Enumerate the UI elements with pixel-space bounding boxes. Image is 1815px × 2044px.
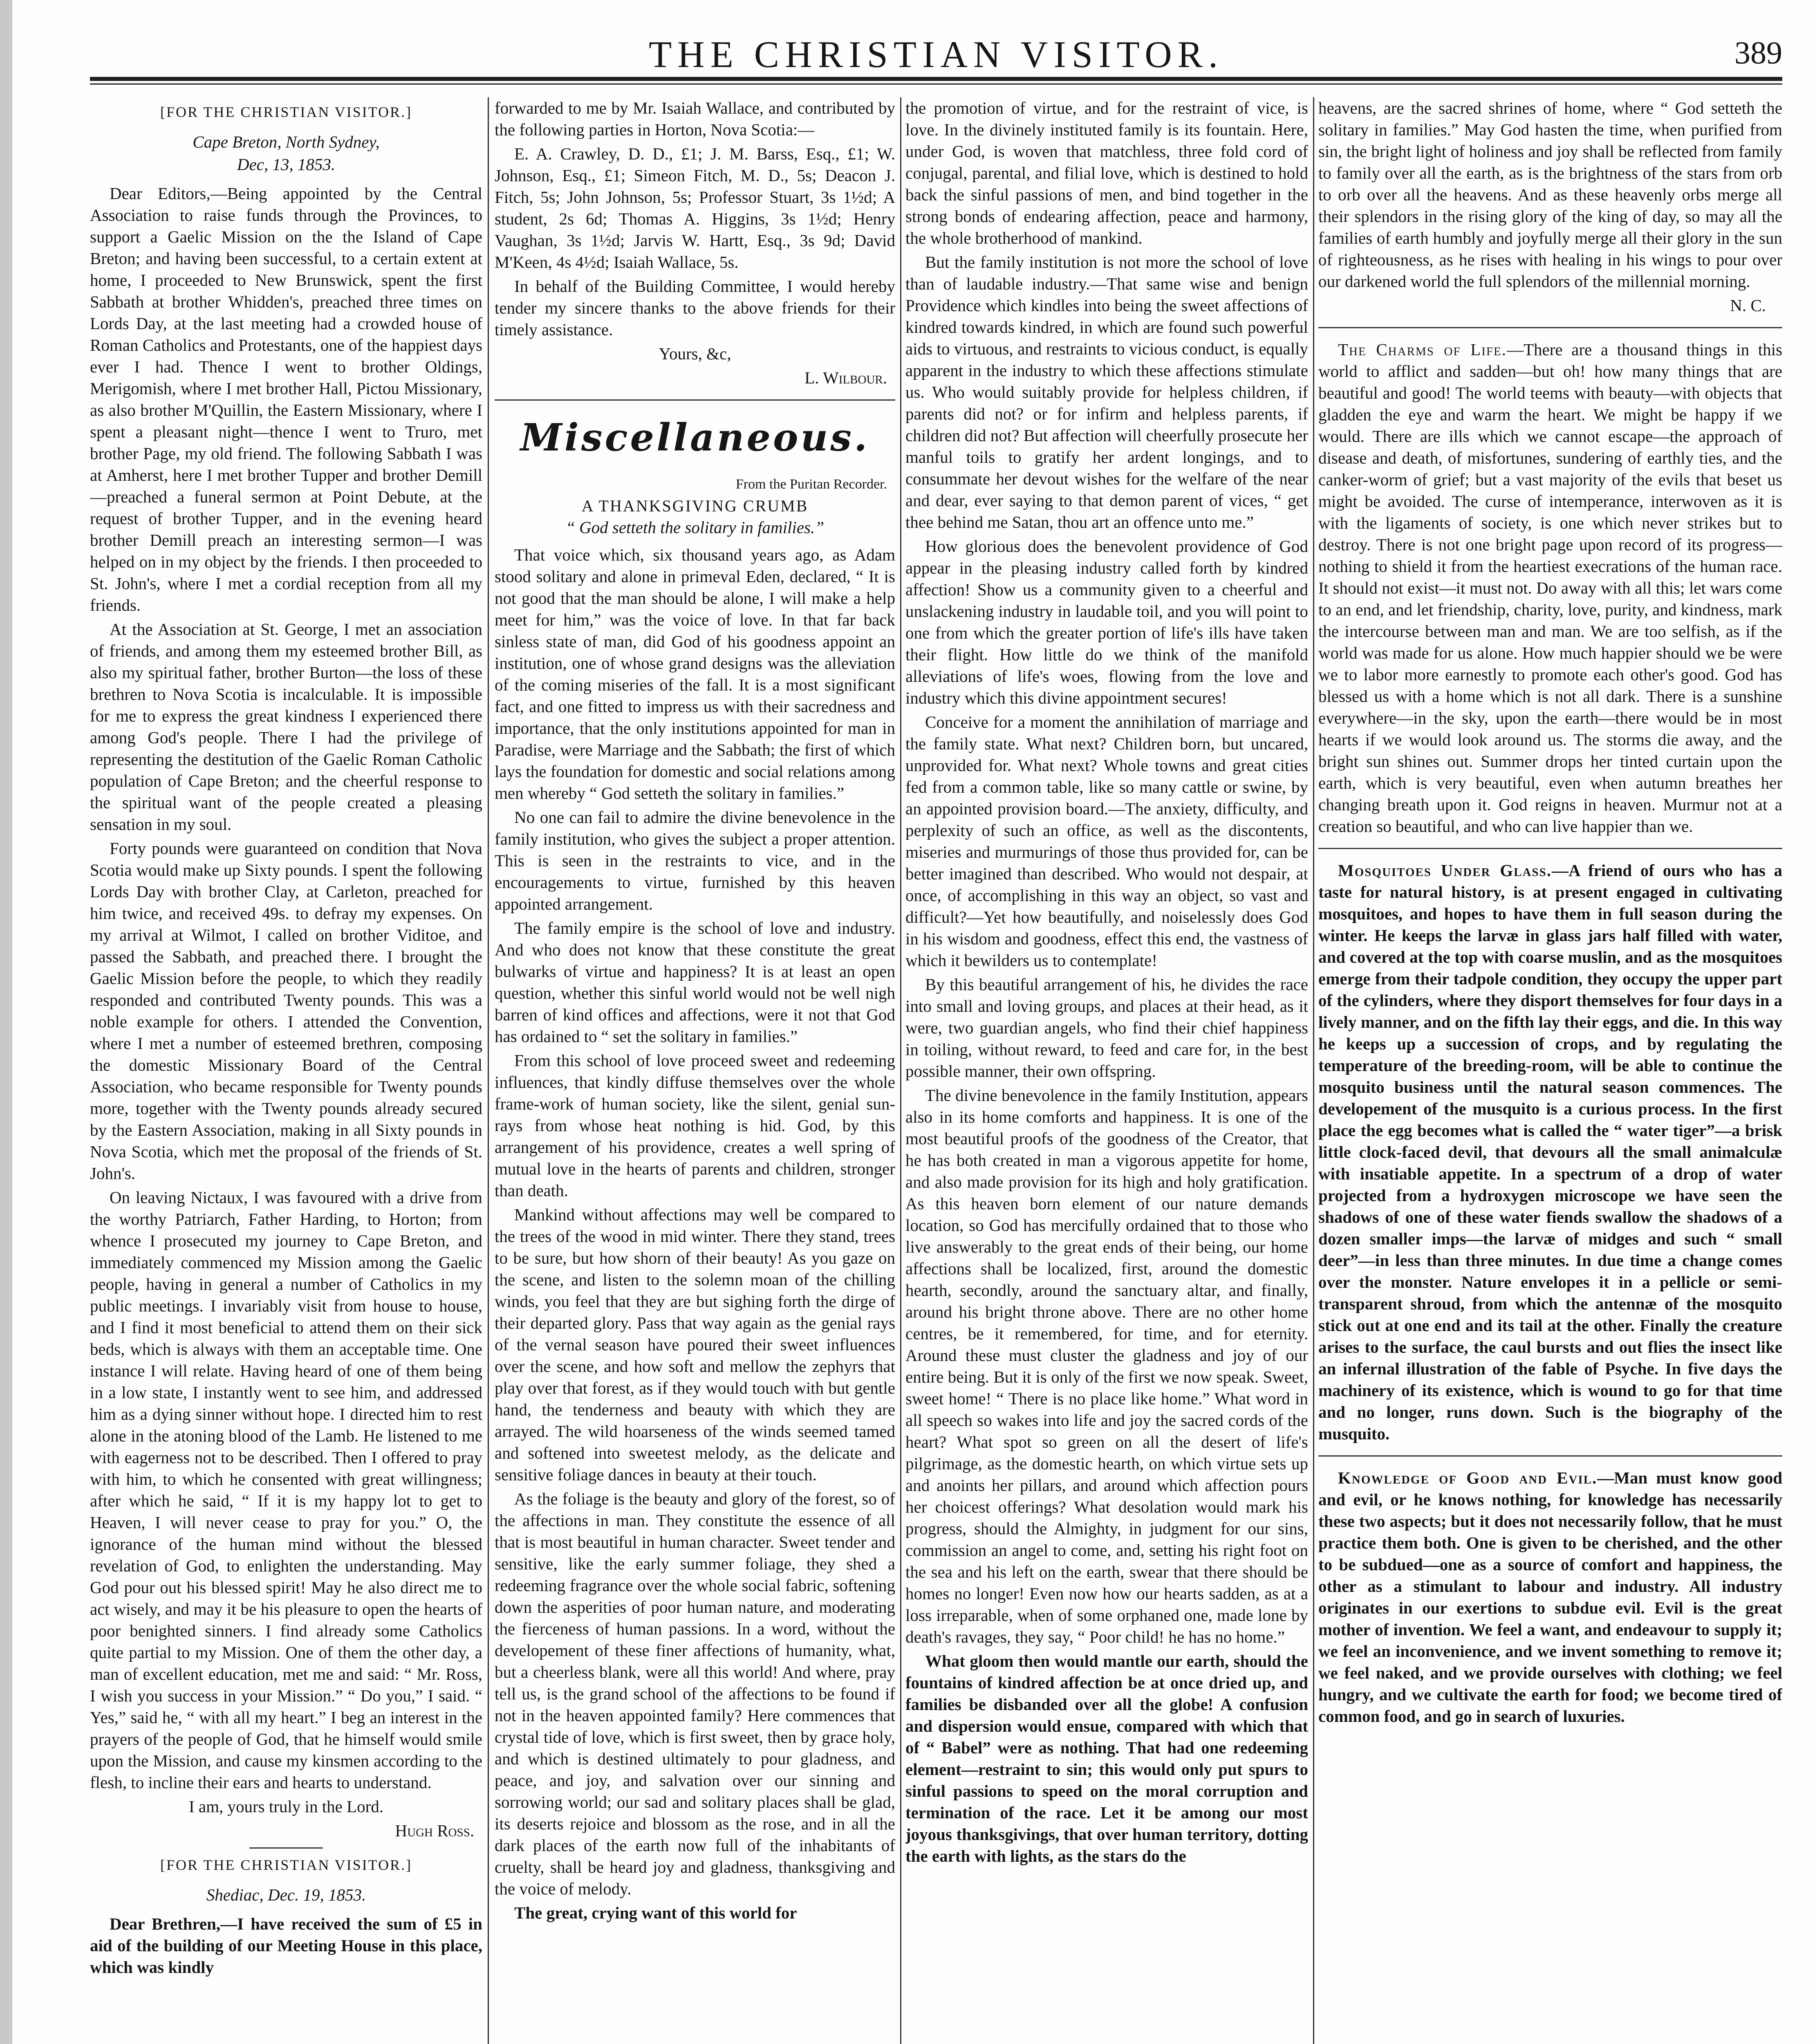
paragraph: That voice which, six thousand years ago, as Adam stood solitary and alone in primeval Eden, declared, “ It is not good that the man should be alone, I will make a help meet for him,” was the voice of love. In that far back sinless state of man, did God of his goodness appoint an institution, one of whose grand designs was the alleviation of the coming miseries of the fall. It is a most significant fact, and one fitted to impress us with their sacredness and importance, that the only institutions appointed for man in Paradise, were Marriage and the Sabbath; the first of which lays the foundation for domestic and social relations among men whereby “ God setteth the solitary in families.”	[495, 545, 895, 802]
paragraph: The great, crying want of this world for	[514, 1903, 797, 1922]
paragraph: On leaving Nictaux, I was favoured with a drive from the worthy Patriarch, Father Harding, to Horton; from whence I prosecuted my journey to Cape Breton, and immediately commenced my Mission among the Gaelic people, having in general a number of Catholics in my public meetings. I invariably visit from house to house, and I find it most beneficial to attend them on their sick beds, which is always with them an acceptable time. One instance I will relate. Having heard of one of them being in a low state, I instantly went to see him, and addressed him as a dying sinner without hope. I directed him to rest alone in the atoning blood of the Lamb. He listened to me with eagerness not to be described. Then I offered to pray with him, to which he consented with great willingness; after which he said, “ If it is my happy lot to get to Heaven, I will never cease to pray for you.” O, the ignorance of the human mind without the blessed revelation of God, to enlighten the understanding. May God pour out his blessed spirit! May he also direct me to act wisely, and may it be his pleasure to open the hearts of poor benighted sinners. I find already some Catholics quite partial to my Mission. One of them the other day, a man of excellent education, met me and said: “ Mr. Ross, I wish you success in your Mission.” “ Do you,” I said. “ Yes,” said he, “ with all my heart.” I beg an interest in the prayers of the people of God, that he himself would smile upon the Mission, and cause my kinsmen according to the flesh, to incline their ears and hearts to understand.	[90, 1188, 482, 1792]
paragraph: Dear Editors,—Being appointed by the Central Association to raise funds through the Provinces, to support a Gaelic Mission on the the Island of Cape Breton; and having been successful, to a certain extent at home, I proceeded to New Brunswick, spent the first Sabbath at brother Whidden's, preached three times on Lords Day, at the last meeting had a crowded house of Roman Catholics and Protestants, one of the happiest days ever I had. Thence I went to brother Oldings, Merigomish, where I met brother Hall, Pictou Missionary, as also brother M'Quillin, the Eastern Missionary, where I spent a pleasant night—thence I went to Truro, met brother Page, my old friend. The following Sabbath I was at Amherst, here I met brother Tupper and brother Demill—preached a funeral sermon at Point Debute, at the request of brother Tupper, and in the evening heard brother Demill preach an interesting sermon—I was helped on in my object by the friends. I then proceeded to St. John's, where I met a cordial reception from all my friends.	[90, 184, 482, 614]
paragraph: At the Association at St. George, I met an association of friends, and among them my esteemed brother Bill, as also my spiritual father, brother Burton—the loss of these brethren to Nova Scotia is incalculable. It is impossible for me to express the great kindness I experienced there among God's people. There I had the privilege of representing the destitution of the Gaelic Roman Catholic population of Cape Breton; and the cheerful response to the spiritual want of the people created a pleasing sensation in my soul.	[90, 620, 482, 834]
scan-gutter	[0, 0, 12, 2044]
section-rule	[495, 399, 895, 401]
column-4	[1318, 97, 1782, 2044]
paragraph: Conceive for a moment the annihilation of marriage and the family state. What next? Children born, but uncared, unprovided for. What next? Whole towns and great cities fed from a common table, like so many cattle or swine, by an appointed provision board.—The anxiety, difficulty, and perplexity of such an office, as well as the discontents, miseries and murmurings of those thus provided for, can be better imagined than described. Who would not despair, at once, of accomplishing in this way an object, so vast and difficult?—Yet how beautifully, and noiselessly does God in his wisdom and goodness, effect this end, the vastness of which it bewilders us to contemplate!	[905, 713, 1308, 970]
column-divider	[488, 97, 489, 2044]
paragraph: No one can fail to admire the divine benevolence in the family institution, who gives the subject a proper attention. This is seen in the restraints to vice, and in the encouragements to virtue, furnished by this heaven appointed arrangement.	[495, 808, 895, 913]
signature: N. C.	[1730, 296, 1766, 315]
separator-rule	[249, 1847, 323, 1849]
section-rule	[1318, 327, 1782, 328]
for-label: [FOR THE CHRISTIAN VISITOR.]	[160, 1857, 412, 1873]
page-number: 389	[1734, 35, 1782, 70]
paragraph: the promotion of virtue, and for the restraint of vice, is love. In the divinely instituted family is its fountain. Here, under God, is woven that matchless, three fold cord of conjugal, parental, and filial love, which is destined to hold back the sinful passions of men, and bind together in the strong bonds of endearing affection, peace and harmony, the whole brotherhood of mankind.	[905, 99, 1308, 247]
article-paragraph	[1318, 339, 1782, 837]
article-paragraph	[1318, 860, 1782, 1445]
signature: Hugh Ross.	[395, 1821, 474, 1840]
article-title: A THANKSGIVING CRUMB	[581, 497, 809, 515]
paragraph: Mankind without affections may well be compared to the trees of the wood in mid winter. There they stand, trees to be sure, but how shorn of their beauty! As you gaze on the scene, and listen to the solemn moan of the chilling winds, you feel that they are but sighing forth the dirge of their departed glory. Pass that way again as the genial rays of the vernal season have poured their sweet influences over the scene, and how soft and mellow the zephyrs that play over that forest, as if they would touch with but gentle hand, the tenderness and beauty with which they are arrayed. The wild hoarseness of the winds seemed tamed and softened into sweetest melody, as the delicate and sensitive foliage dances in beauty at their touch.	[495, 1205, 895, 1484]
paragraph: The divine benevolence in the family Institution, appears also in its home comforts and happiness. It is one of the most beautiful proofs of the goodness of the Creator, that he has both created in man a vigorous appetite for home, and also made provision for its high and holy gratification. As this heaven born element of our nature demands location, so God has mercifully ordained that to those who live answerably to the great ends of their being, our home affections shall be localized, first, around the domestic hearth, secondly, around the sanctuary altar, and finally, around his bright throne above. There are no other home centres, be it remembered, for time, and for eternity. Around these must cluster the gladness and joy of our entire being. But it is only of the first we now speak. Sweet, sweet home! “ There is no place like home.” What word in all speech so wakes into life and joy the sacred cords of the heart? What spot so green on all the desert of life's pilgrimage, as the domestic hearth, on which virtue sets up and anoints her pillars, and around which affection pours her choicest offerings? What desolation would mark his progress, should the Almighty, in judgment for our sins, commission an angel to come, and, setting his right foot on the sea and his left on the earth, swear that there should be homes no longer! Even now how our hearts sadden, as at a loss irreparable, when of some orphaned one, made lone by death's ravages, they say, “ Poor child! he has no home.”	[905, 1086, 1308, 1646]
paragraph: The family empire is the school of love and industry. And who does not know that these constitute the great bulwarks of virtue and happiness? It is at least an open question, whether this sinful world would not be well nigh barren of kind offices and affections, were it not that God has ordained to “ set the solitary in families.”	[495, 919, 895, 1046]
signature: L. Wilbour.	[804, 368, 887, 387]
letter-closing: I am, yours truly in the Lord.	[189, 1797, 383, 1816]
column-3	[905, 97, 1308, 2044]
for-label: [FOR THE CHRISTIAN VISITOR.]	[160, 104, 412, 120]
masthead-title: THE CHRISTIAN VISITOR.	[648, 34, 1224, 75]
article-body: —Man must know good and evil, or he knows nothing, for knowledge has necessarily these two aspects; but it does not necessarily follow, that he must practice them both. One is given to be cherished, and the other to be subdued—one as a source of comfort and happiness, the other as a stimulant to labour and industry. All industry originates in our exertions to subdue evil. Evil is the great mother of invention. We feel a want, and endeavour to supply it; we feel an inconvenience, and we invent something to remove it; we feel naked, and we provide ourselves with clothing; we feel hungry, and we cultivate the earth for food; we become tired of common food, and go in search of luxuries.	[1318, 1468, 1782, 1726]
paragraph: Dear Brethren,—I have received the sum of £5 in aid of the building of our Meeting House in this place, which was kindly	[90, 1914, 482, 1977]
section-rule	[1318, 848, 1782, 849]
paragraph: From this school of love proceed sweet and redeeming influences, that kindly diffuse themselves over the whole frame-work of human society, like the silent, genial sun-rays from whose heat nothing is hid. God, by this arrangement of his providence, creates a well spring of mutual love in the hearts of parents and children, stronger than death.	[495, 1051, 895, 1200]
dateline-place: Cape Breton, North Sydney,	[193, 132, 380, 151]
dateline: Shediac, Dec. 19, 1853.	[206, 1885, 366, 1904]
section-rule	[1318, 1455, 1782, 1457]
article-body: —A friend of ours who has a taste for natural history, is at present engaged in cultivating mosquitoes, and hopes to have them in full season during the winter. He keeps the larvæ in glass jars half filled with water, and covered at the top with coarse muslin, and as the mosquitoes emerge from their tadpole condition, they occupy the upper part of the cylinders, where they disport themselves for four days in a lively manner, and on the fifth lay their eggs, and die. In this way he keeps up a succession of crops, and by regulating the temperature of the breeding-room, will be able to continue the mosquito business until the natural season commences. The developement of the musquito is a curious process. In the first place the egg becomes what is called the “ water tiger”—a brisk little clock-faced devil, that devours all the small animalculæ with insatiable appetite. In a spectrum of a drop of water projected from a hydroxygen microscope we have seen the shadows of one of these water fiends swallow the shadows of a dozen smaller imps—the larvæ of midges and such “ small deer”—in less than three minutes. In due time a change comes over the monster. Nature envelopes it in a pellicle or semi-transparent shroud, from which the antennæ of the mosquito stick out at one end and its tail at the other. Finally the creature arises to the surface, the caul bursts and out flies the insect like an infernal illustration of the fable of Psyche. In five days the machinery of its existence, which is wound to go for that time and no longer, runs down. Such is the biography of the musquito.	[1318, 861, 1782, 1443]
dateline-date: Dec, 13, 1853.	[237, 155, 336, 174]
paragraph: As the foliage is the beauty and glory of the forest, so of the affections in man. They constitute the essence of all that is most beautiful in human character. Sweet tender and sensitive, like the early summer foliage, they shed a redeeming fragrance over the whole social fabric, softening down the asperities of poor human nature, and moderating the fierceness of human passions. In a word, without the developement of these finer affections of humanity, what, but a cheerless blank, were all this world! And where, pray tell us, is the grand school of the affections to be found if not in the heaven appointed family? Here commences that crystal tide of love, which is first sweet, then by grace holy, and which is destined ultimately to pour gladness, and peace, and joy, and salvation over our sinning and sorrowing world; our sad and solitary places shall be glad, its deserts rejoice and blossom as the rose, and in all the dark places of the earth now full of the inhabitants of cruelty, shall be heard joy and gladness, thanksgiving and the voice of melody.	[495, 1489, 895, 1898]
column-2	[495, 97, 895, 2044]
paragraph: forwarded to me by Mr. Isaiah Wallace, and contributed by the following parties in Horton, Nova Scotia:—	[495, 99, 895, 139]
donor-list: E. A. Crawley, D. D., £1; J. M. Barss, Esq., £1; W. Johnson, Esq., £1; Simeon Fitch, M. D., 5s; Deacon J. Fitch, 5s; John Johnson, 5s; Professor Stuart, 3s 1½d; A student, 2s 6d; Thomas A. Higgins, 3s 1½d; Henry Vaughan, 3s 1½d; Jarvis W. Hartt, Esq., 3s 9d; David M'Keen, 4s 4½d; Isaiah Wallace, 5s.	[495, 144, 895, 271]
paragraph: What gloom then would mantle our earth, should the fountains of kindred affection be at once dried up, and families be disbanded over all the globe! A confusion and dispersion would ensue, compared with which that of “ Babel” were as nothing. That had one redeeming element—restraint to sin; this would only put spurs to sinful passions to speed on the moral corruption and termination of the race. Let it be among our most joyous thanksgivings, that over human territory, dotting the earth with lights, as the stars do the	[905, 1652, 1308, 1865]
paragraph: Forty pounds were guaranteed on condition that Nova Scotia would make up Sixty pounds. I spent the following Lords Day with brother Clay, at Carleton, preached for him twice, and received 49s. to defray my expenses. On my arrival at Wilmot, I called on brother Viditoe, and passed the Sabbath, and preached there. I brought the Gaelic Mission before the people, to which they readily responded and contributed Twenty pounds. This was a noble example for others. I attended the Convention, where I met a number of esteemed brethren, composing the domestic Missionary Board of the Central Association, who became responsible for Twenty pounds more, together with the Twenty pounds already secured by the Eastern Association, making in all Sixty pounds in Nova Scotia, which met the proposal of the friends of St. John's.	[90, 839, 482, 1183]
column-1	[90, 97, 482, 2044]
column-divider	[900, 97, 901, 2044]
masthead-rule-thin	[90, 83, 1782, 85]
article-title: The Charms of Life.	[1338, 340, 1507, 359]
paragraph: How glorious does the benevolent providence of God appear in the pleasing industry called forth by kindred affection! Show us a community given to a cheerful and unslackening industry in laudable toil, and you will point to one from which the greater portion of life's ills have taken their flight. How little do we think of the manifold alleviations of life's woes, flowing from the love and industry which this divine appointment secures!	[905, 537, 1308, 707]
article-paragraph	[1318, 1467, 1782, 1727]
paragraph: By this beautiful arrangement of his, he divides the race into small and loving groups, and places at their head, as it were, two guardian angels, who find their chief happiness in toiling, without reward, to feed and care for, in the best possible manner, their own offspring.	[905, 975, 1308, 1080]
masthead-rule	[90, 77, 1782, 81]
epigraph: “ God setteth the solitary in families.”	[565, 518, 825, 537]
section-heading: Miscellaneous.	[520, 415, 870, 459]
article-title: Mosquitoes Under Glass.	[1338, 861, 1552, 880]
paragraph: heavens, are the sacred shrines of home, where “ God setteth the solitary in families.” May God hasten the time, when purified from sin, the bright light of holiness and joy shall be reflected from family to family over all the earth, as is the brightness of the stars from orb to orb over all the heavens. And as these heavenly orbs merge all their splendors in the rising glory of the king of day, so may all the families of earth humbly and joyfully merge all their glory in the sun of righteousness, as he rises with healing in his wings to pour over our darkened world the full splendors of the millennial morning.	[1318, 99, 1782, 291]
paragraph: But the family institution is not more the school of love than of laudable industry.—That same wise and benign Providence which kindles into being the sweet affections of kindred towards kindred, in which are found such powerful aids to virtuous, and restraints to vicious conduct, is equally apparent in the industry to which these affections stimulate us. Who would suitably provide for helpless children, if parents did not? or for infirm and helpless parents, if children did not? But affection will cheerfully prosecute her manful toils to gratify her ardent longings, and to consummate her devout wishes for the welfare of the near and dear, ever saying to that demon parent of vices, “ get thee behind me Satan, thou art an offence unto me.”	[905, 253, 1308, 531]
article-title: Knowledge of Good and Evil.	[1338, 1468, 1598, 1487]
letter-closing: Yours, &c,	[659, 344, 731, 363]
source-label: From the Puritan Recorder.	[735, 477, 887, 492]
column-divider	[1313, 97, 1314, 2044]
paragraph: In behalf of the Building Committee, I would hereby tender my sincere thanks to the above friends for their timely assistance.	[495, 277, 895, 339]
article-body: —There are a thousand things in this world to afflict and sadden—but oh! how many things that are beautiful and good! The world teems with beauty—with objects that gladden the eye and warm the heart. We might be happy if we would. There are ills which we cannot escape—the approach of disease and death, of misfortunes, sundering of earthly ties, and the canker-worm of grief; but a vast majority of the evils that beset us might be avoided. The curse of intemperance, interwoven as it is with the ligaments of society, is one which never strikes but to destroy. There is not one bright page upon record of its progress—nothing to shield it from the heartiest execrations of the human race. It should not exist—it must not. Do away with all this; let wars come to an end, and let friendship, charity, love, purity, and kindness, mark the intercourse between man and man. We are too selfish, as if the world was made for us alone. How much happier should we be were we to labor more earnestly to promote each other's good. God has blessed us with a home which is not all dark. There is a sunshine everywhere—in the sky, upon the earth—there would be in most hearts if we would look around us. The storms die away, and the bright sun shines out. Summer drops her tinted curtain upon the earth, which is very beautiful, even when autumn breathes her changing breath upon it. God reigns in heaven. Murmur not at a creation so beautiful, and who can live happier than we.	[1318, 340, 1782, 836]
